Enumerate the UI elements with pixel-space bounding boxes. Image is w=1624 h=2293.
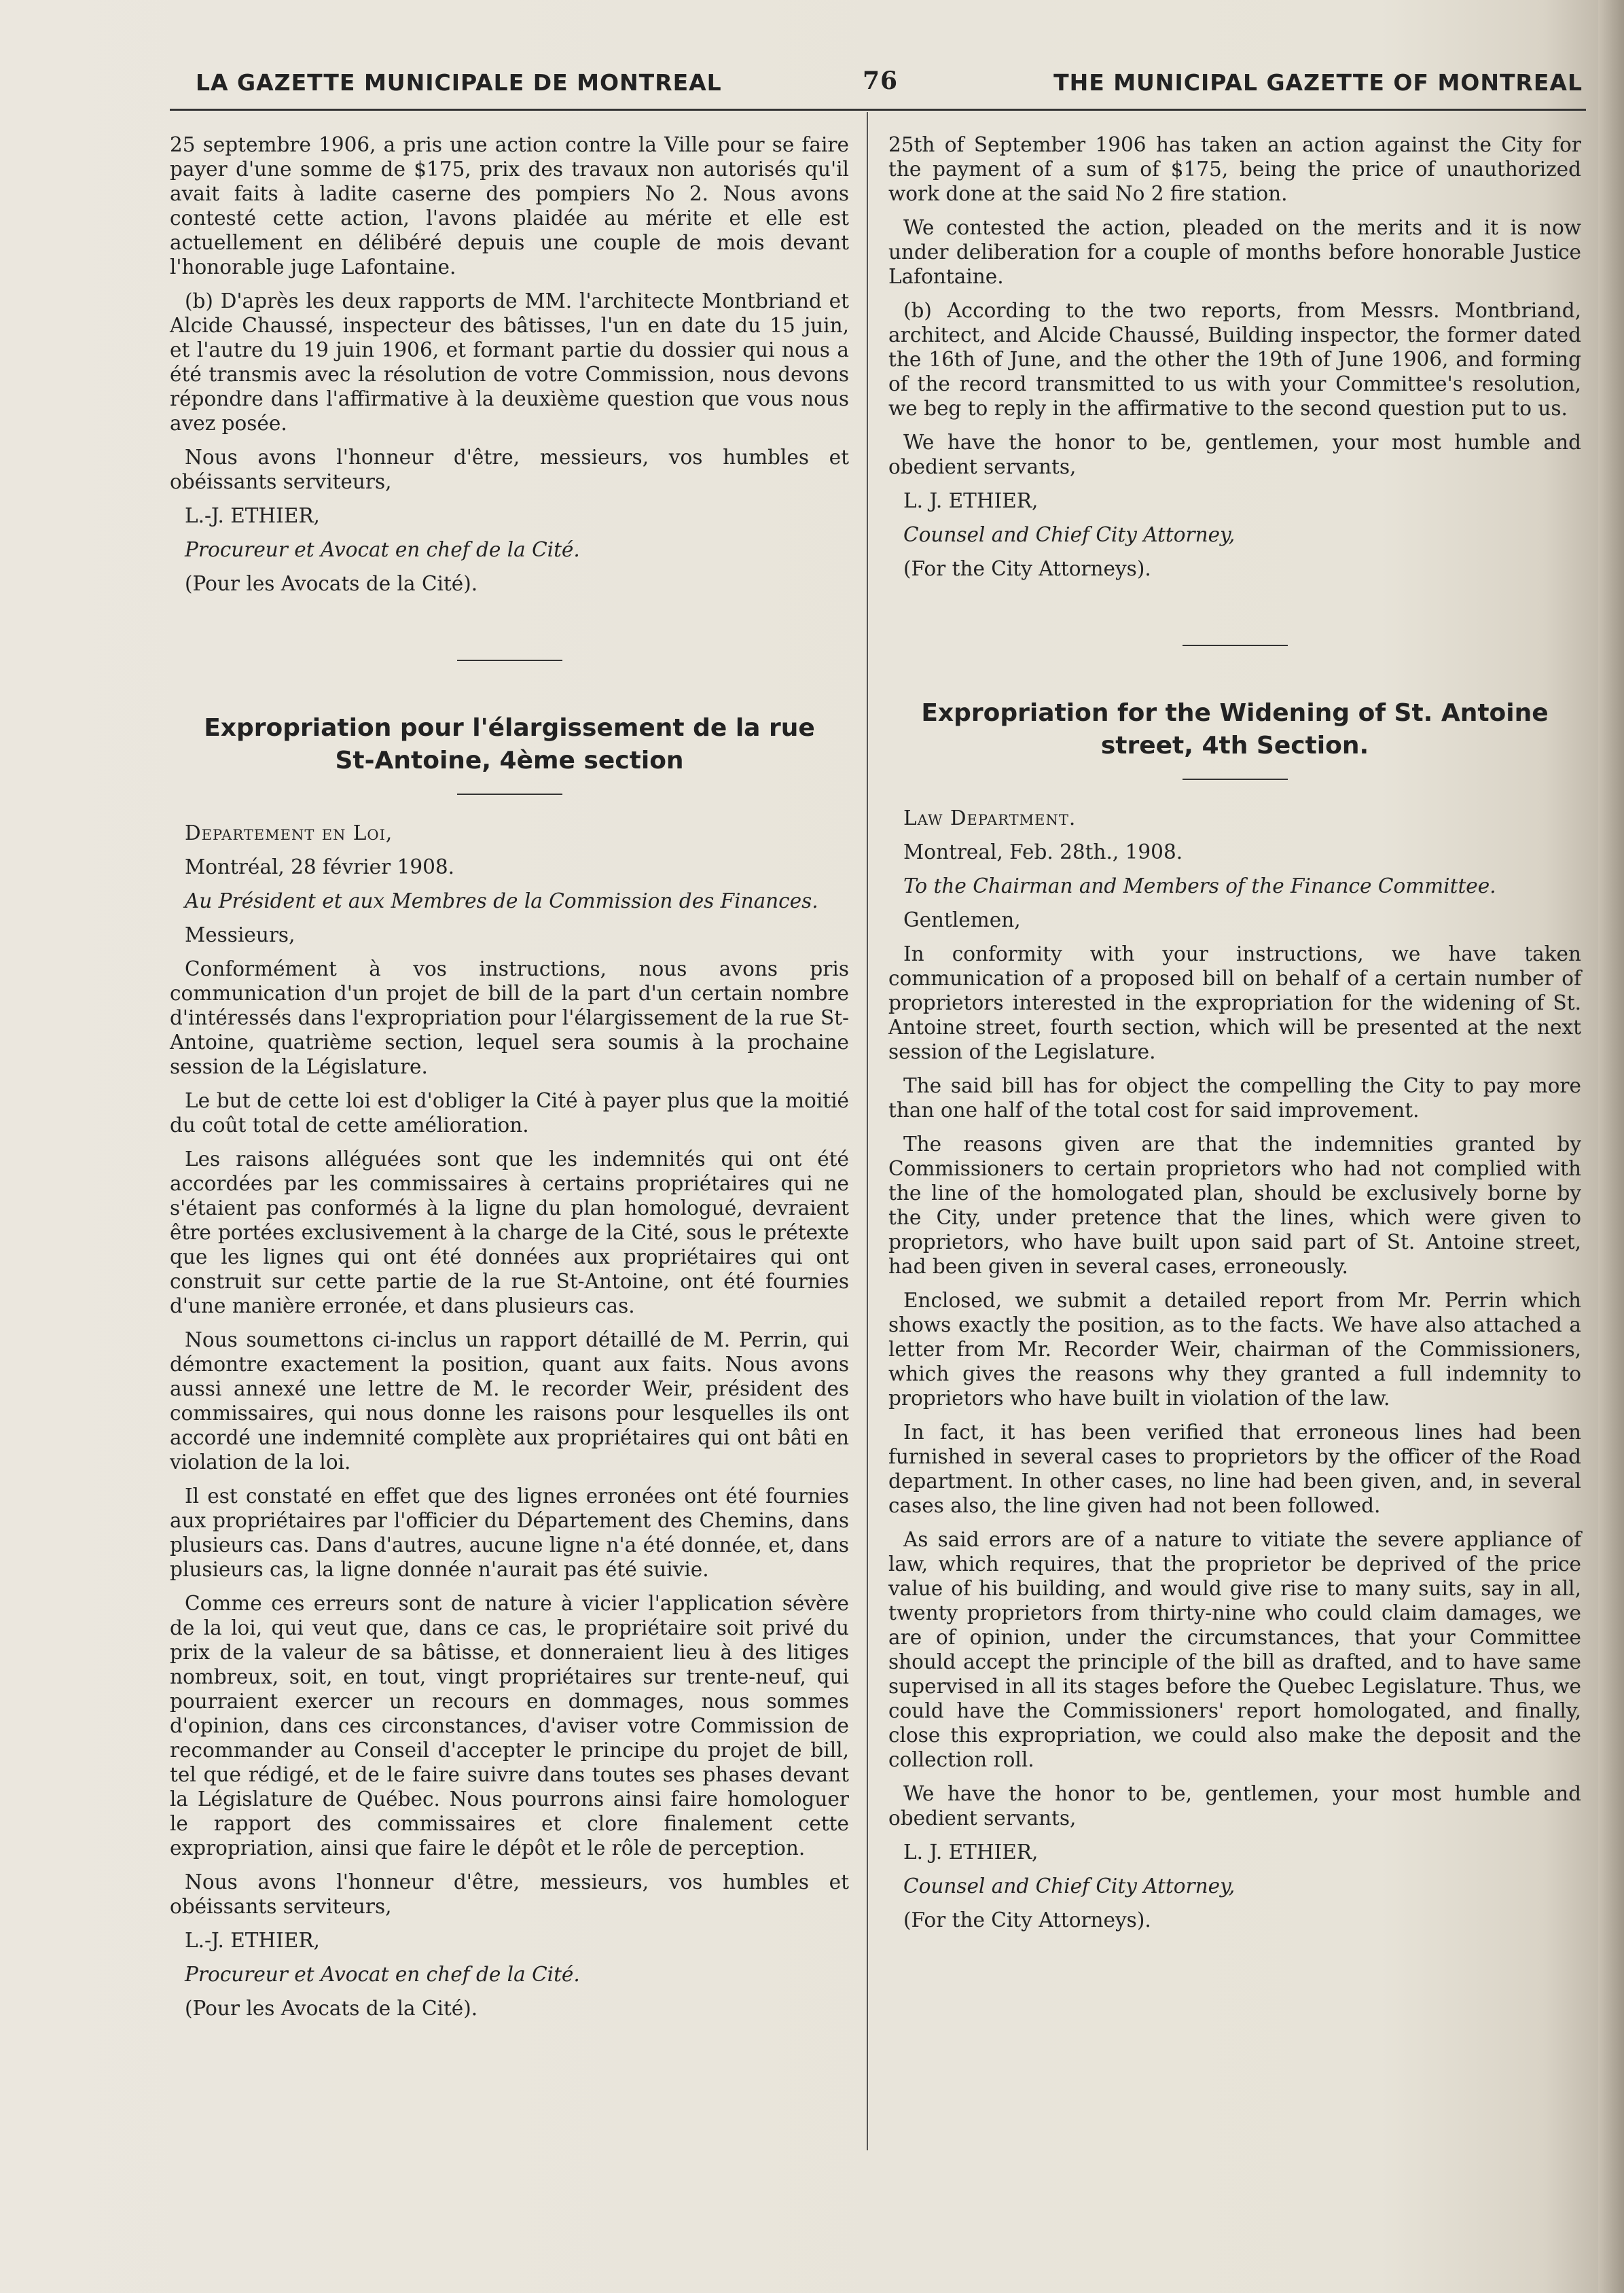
signature-attorneys: (Pour les Avocats de la Cité). [185, 1997, 478, 2020]
signature-attorneys: (Pour les Avocats de la Cité). [185, 572, 478, 595]
section-heading [170, 712, 849, 777]
paragraph: Les raisons alléguées sont que les indemnités qui ont été accordées par les commissaires à certains propriétaires qui ne s'étaient pas conformés à la ligne du plan homologué, devraient être portées exclusivement à la charge de la Cité, sous le prétexte que les lignes qui ont été données aux propriétaires qui ont construit sur cette partie de la rue St-Antoine, ont été fournies d'une manière erronée, et dans plusieurs cas. [170, 1148, 849, 1317]
french-column [170, 132, 849, 2030]
page-header [163, 63, 1583, 103]
section-heading [888, 697, 1581, 762]
letter-date: Montréal, 28 février 1908. [185, 855, 455, 878]
header-rule [170, 109, 1586, 111]
signature-name: L.-J. ETHIER, [185, 504, 320, 527]
paragraph: Comme ces erreurs sont de nature à vicier l'application sévère de la loi, qui veut que, dans ce cas, le propriétaire soit privé du prix de la valeur de sa bâtisse, et donneraient lieu à des litiges nombreux, soit, en tout, vingt propriétaires sur trente-neuf, qui pourraient exercer un recours en dommages, nous sommes d'opinion, dans ces circonstances, d'aviser votre Commission de recommander au Conseil d'accepter le principe du projet de bill, tel que rédigé, et de le faire suivre dans toutes ses phases devant la Législature de Québec. Nous pourrons ainsi faire homologuer le rapport des commissaires et clore finalement cette expropriation, ainsi que faire le dépôt et le rôle de perception. [170, 1592, 849, 1860]
paragraph: Nous soumettons ci-inclus un rapport détaillé de M. Perrin, qui démontre exactement la position, quant aux faits. Nous avons aussi annexé une lettre de M. le recorder Weir, président des commissaires, qui nous donne les raisons pour lesquelles ils ont accordé une indemnité complète aux propriétaires qui ont bâti en violation de la loi. [170, 1328, 849, 1474]
paragraph: As said errors are of a nature to vitiate the severe appliance of law, which requires, that the proprietor be deprived of the price value of his building, and would give rise to many suits, say in all, twenty proprietors from thirty-nine who could claim damages, we are of opinion, under the circumstances, that your Committee should accept the principle of the bill as drafted, and to have same supervised in all its stages before the Quebec Legislature. Thus, we could have the Commissioners' report homologated, and finally, close this expropriation, we could also make the deposit and the collection roll. [888, 1528, 1581, 1771]
heading-line: Expropriation pour l'élargissement de la rue [204, 714, 815, 742]
signature-attorneys: (For the City Attorneys). [903, 1908, 1151, 1932]
salutation: Gentlemen, [903, 908, 1021, 931]
paragraph: Conformément à vos instructions, nous avons pris communication d'un projet de bill de la part d'un certain nombre d'intéressés dans l'expropriation pour l'élargissement de la rue St-Antoine, quatrième section, lequel sera soumis à la prochaine session de la Législature. [170, 957, 849, 1078]
signature-title: Procureur et Avocat en chef de la Cité. [185, 538, 580, 561]
letter-date: Montreal, Feb. 28th., 1908. [903, 840, 1183, 864]
page-number: 76 [863, 67, 899, 95]
heading-line: street, 4th Section. [1100, 732, 1369, 760]
paragraph: Enclosed, we submit a detailed report from Mr. Perrin which shows exactly the position, as to the facts. We have also attached a letter from Mr. Recorder Weir, chairman of the Commissioners, which gives the reasons why they granted a full indemnity to proprietors who have built in violation of the law. [888, 1289, 1581, 1410]
signature-attorneys: (For the City Attorneys). [903, 557, 1151, 580]
heading-line: St-Antoine, 4ème section [335, 747, 684, 775]
paragraph: Il est constaté en effet que des lignes erronées ont été fournies aux propriétaires par l'officier du Département des Chemins, dans plusieurs cas. Dans d'autres, aucune ligne n'a été donnée, et, dans plusieurs cas, la ligne donnée n'aurait pas été suivie. [170, 1485, 849, 1581]
paragraph: (b) D'après les deux rapports de MM. l'architecte Montbriand et Alcide Chaussé, inspecteur des bâtisses, l'un en date du 15 juin, et l'autre du 19 juin 1906, et formant partie du dossier qui nous a été transmis avec la résolution de votre Commission, nous devons répondre dans l'affirmative à la deuxième question que vous nous avez posée. [170, 289, 849, 435]
closing-formula: Nous avons l'honneur d'être, messieurs, vos humbles et obéissants serviteurs, [170, 1870, 849, 1918]
english-column [888, 132, 1581, 1942]
paragraph: In conformity with your instructions, we have taken communication of a proposed bill on behalf of a certain number of proprietors interested in the expropriation for the widening of St. Antoine street, fourth section, which will be presented at the next session of the Legislature. [888, 942, 1581, 1063]
signature-name: L.-J. ETHIER, [185, 1929, 320, 1952]
paragraph: We contested the action, pleaded on the merits and it is now under deliberation for a couple of months before honorable Justice Lafontaine. [888, 216, 1581, 288]
closing-formula: We have the honor to be, gentlemen, your most humble and obedient servants, [888, 1782, 1581, 1830]
letter-addressee: Au Président et aux Membres de la Commission des Finances. [185, 889, 818, 912]
header-title-french: LA GAZETTE MUNICIPALE DE MONTREAL [196, 69, 722, 96]
paragraph: 25th of September 1906 has taken an action against the City for the payment of a sum of $175, being the price of unauthorized work done at the said No 2 fire station. [888, 133, 1581, 205]
department-line: Departement en Loi, [185, 821, 393, 845]
paragraph: The said bill has for object the compelling the City to pay more than one half of the total cost for said improvement. [888, 1074, 1581, 1122]
heading-line: Expropriation for the Widening of St. Antoine [921, 699, 1549, 727]
signature-title: Procureur et Avocat en chef de la Cité. [185, 1963, 580, 1986]
paragraph: In fact, it has been verified that erroneous lines had been furnished in several cases to proprietors by the officer of the Road department. In other cases, no line had been given, and, in several cases also, the line given had not been followed. [888, 1421, 1581, 1517]
signature-title: Counsel and Chief City Attorney, [903, 1874, 1235, 1898]
department-line: Law Department. [903, 806, 1077, 830]
paragraph: The reasons given are that the indemnities granted by Commissioners to certain proprietors who had not complied with the line of the homologated plan, should be exclusively borne by the City, under pretence that the lines, which were given to proprietors, who have built upon said part of St. Antoine street, had been given in several cases, erroneously. [888, 1133, 1581, 1278]
paragraph: Le but de cette loi est d'obliger la Cité à payer plus que la moitié du coût total de cette amélioration. [170, 1089, 849, 1137]
salutation: Messieurs, [185, 923, 295, 946]
header-title-english: THE MUNICIPAL GAZETTE OF MONTREAL [1053, 69, 1583, 96]
signature-name: L. J. ETHIER, [903, 1841, 1039, 1864]
page-edge-shadow [1598, 0, 1624, 2293]
paragraph: 25 septembre 1906, a pris une action contre la Ville pour se faire payer d'une somme de $175, prix des travaux non autorisés qu'il avait faits à ladite caserne des pompiers No 2. Nous avons contesté cette action, l'avons plaidée au mérite et elle est actuellement en délibéré depuis une couple de mois devant l'honorable juge Lafontaine. [170, 133, 849, 279]
letter-addressee: To the Chairman and Members of the Finance Committee. [903, 874, 1496, 897]
signature-name: L. J. ETHIER, [903, 489, 1039, 512]
signature-title: Counsel and Chief City Attorney, [903, 523, 1235, 546]
column-divider [867, 112, 868, 2150]
closing-formula: We have the honor to be, gentlemen, your most humble and obedient servants, [888, 431, 1581, 478]
closing-formula: Nous avons l'honneur d'être, messieurs, vos humbles et obéissants serviteurs, [170, 446, 849, 493]
paragraph: (b) According to the two reports, from Messrs. Montbriand, architect, and Alcide Chaussé, Building inspector, the former dated the 16th of June, and the other the 19th of June 1906, and forming of the record transmitted to us with your Committee's resolution, we beg to reply in the affirmative to the second question put to us. [888, 299, 1581, 420]
